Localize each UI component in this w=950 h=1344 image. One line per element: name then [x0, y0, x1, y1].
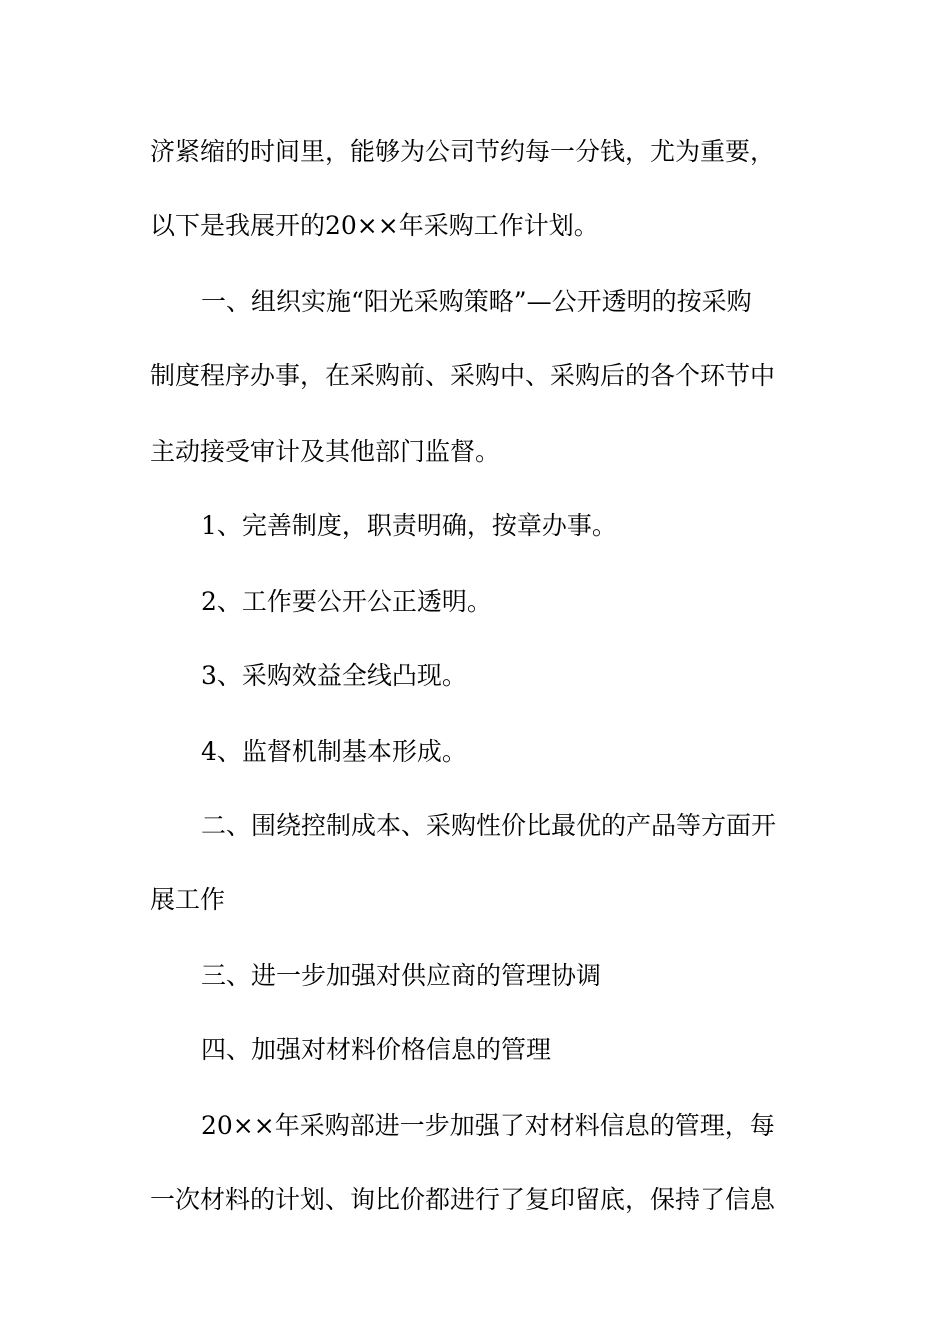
body-text-line: 主动接受审计及其他部门监督。	[150, 437, 501, 466]
section-heading: 二、围绕控制成本、采购性价比最优的产品等方面开	[201, 811, 777, 840]
list-item: 1、完善制度，职责明确，按章办事。	[201, 511, 617, 540]
body-text-line: 一次材料的计划、询比价都进行了复印留底，保持了信息	[150, 1185, 776, 1214]
section-heading: 四、加强对材料价格信息的管理	[201, 1035, 552, 1064]
section-heading: 三、进一步加强对供应商的管理协调	[201, 961, 602, 990]
body-text-line: 制度程序办事，在采购前、采购中、采购后的各个环节中	[150, 361, 776, 390]
body-text-line: 展工作	[150, 885, 226, 914]
body-text-line: 以下是我展开的20××年采购工作计划。	[150, 211, 599, 240]
list-item: 3、采购效益全线凸现。	[201, 661, 467, 690]
body-text-line: 济紧缩的时间里，能够为公司节约每一分钱，尤为重要，	[150, 137, 776, 166]
body-text-line: 20××年采购部进一步加强了对材料信息的管理，每	[201, 1111, 775, 1140]
list-item: 2、工作要公开公正透明。	[201, 587, 492, 616]
list-item: 4、监督机制基本形成。	[201, 737, 467, 766]
section-heading: 一、组织实施“阳光采购策略”—公开透明的按采购	[201, 287, 752, 316]
